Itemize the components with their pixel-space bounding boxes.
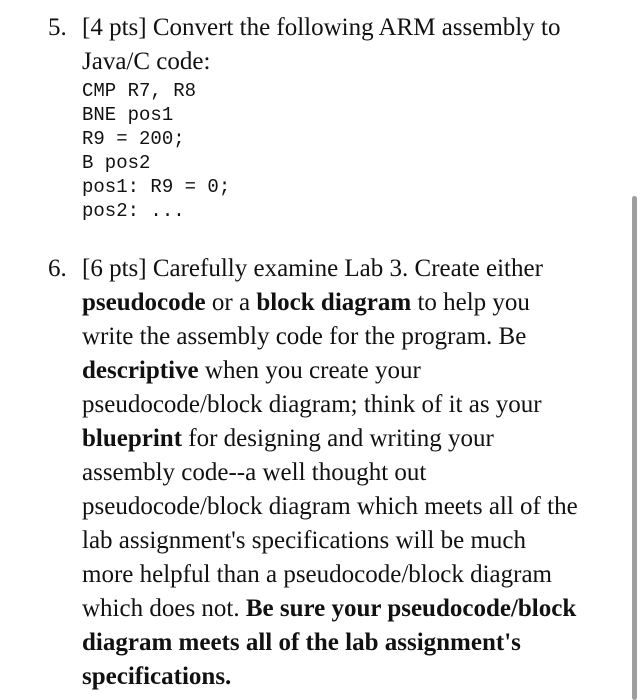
text-run: assembly code--a well thought out: [82, 459, 427, 486]
question-6-line: [82, 354, 627, 388]
bold-term-blueprint: blueprint: [82, 425, 183, 452]
question-5-line-1: [4 pts] Convert the following ARM assembly to: [82, 14, 561, 41]
bold-term-pseudocode: pseudocode: [82, 289, 206, 316]
bold-requirement: specifications.: [82, 663, 232, 690]
text-run: pseudocode/block diagram; think of it as your: [82, 391, 542, 418]
question-6-line: [82, 660, 627, 694]
text-run: lab assignment's specifications will be much: [82, 527, 526, 554]
question-6-number: 6.: [48, 255, 67, 282]
question-6-line: [82, 252, 627, 286]
code-line: B pos2: [82, 152, 151, 174]
text-run: pseudocode/block diagram which meets all of the: [82, 493, 578, 520]
code-line: BNE pos1: [82, 104, 174, 126]
bold-term-descriptive: descriptive: [82, 357, 199, 384]
text-run: more helpful than a pseudocode/block diagram: [82, 561, 552, 588]
code-line: pos1: R9 = 0;: [82, 176, 231, 198]
text-run: write the assembly code for the program. Be: [82, 323, 527, 350]
vertical-scrollbar[interactable]: [632, 196, 637, 700]
question-6-line: [82, 524, 627, 558]
question-6-line: [82, 286, 627, 320]
code-line: pos2: ...: [82, 200, 185, 222]
text-run: for designing and writing your: [182, 425, 494, 452]
text-run: to help you: [411, 289, 530, 316]
assembly-code-block: [82, 79, 230, 223]
question-6-line: [82, 592, 627, 626]
question-5-prompt: [82, 11, 627, 79]
question-6-line: [82, 320, 627, 354]
question-6-line: [82, 490, 627, 524]
bold-requirement: Be sure your pseudocode/block: [245, 595, 577, 622]
question-5-line-2: Java/C code:: [82, 48, 211, 75]
text-run: [6 pts] Carefully examine Lab 3. Create either: [82, 255, 543, 282]
question-6-line: [82, 422, 627, 456]
question-6-line: [82, 388, 627, 422]
bold-requirement: diagram meets all of the lab assignment's: [82, 629, 521, 656]
question-6-line: [82, 558, 627, 592]
bold-term-block-diagram: block diagram: [256, 289, 412, 316]
text-run: or a: [205, 289, 257, 316]
code-line: R9 = 200;: [82, 128, 185, 150]
question-6-prompt: [82, 252, 627, 694]
question-5-number: 5.: [48, 14, 67, 41]
text-run: when you create your: [198, 357, 421, 384]
code-line: CMP R7, R8: [82, 80, 197, 102]
text-run: which does not.: [82, 595, 246, 622]
question-6-line: [82, 456, 627, 490]
question-6-line: [82, 626, 627, 660]
